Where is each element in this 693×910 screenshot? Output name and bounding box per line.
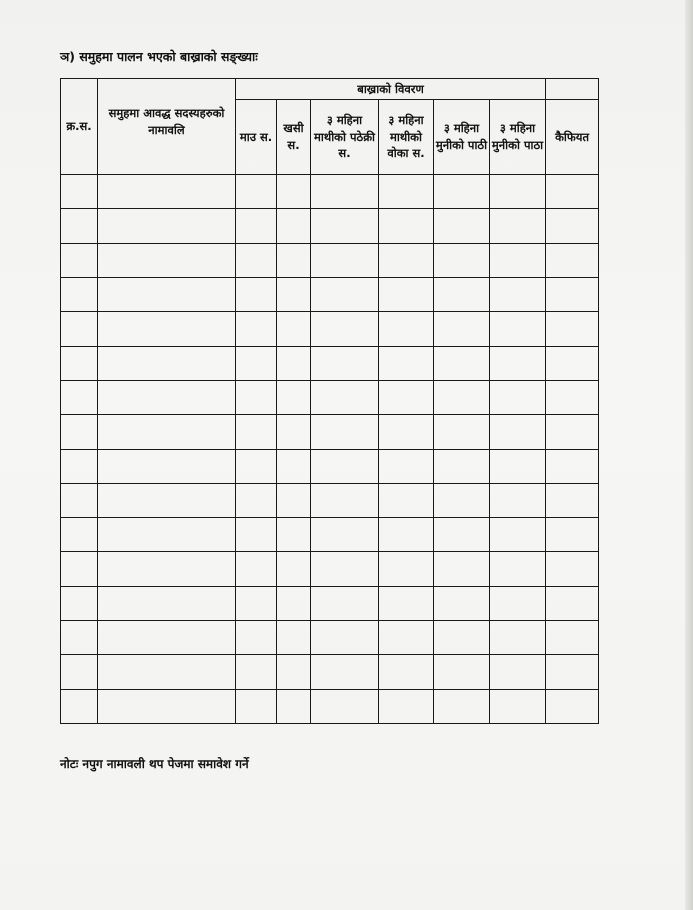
table-cell[interactable] [277,346,311,380]
table-cell[interactable] [61,518,98,552]
table-row [61,483,599,517]
table-cell[interactable] [379,277,434,311]
table-cell[interactable] [277,277,311,311]
table-cell[interactable] [546,586,599,620]
table-cell[interactable] [61,346,98,380]
table-cell[interactable] [61,277,98,311]
col-header-boka-above: ३ महिना माथीको वोका स. [379,100,434,175]
table-cell[interactable] [277,175,311,209]
table-cell[interactable] [546,175,599,209]
table-cell[interactable] [61,209,98,243]
table-cell[interactable] [434,277,490,311]
table-cell[interactable] [311,380,379,414]
table-cell[interactable] [98,312,236,346]
table-cell[interactable] [434,552,490,586]
table-cell[interactable] [311,483,379,517]
page-edge-shadow [685,0,693,910]
table-cell[interactable] [277,621,311,655]
table-cell[interactable] [434,380,490,414]
table-row [61,621,599,655]
goat-count-table [60,78,599,724]
table-cell[interactable] [98,209,236,243]
col-group-header-empty [546,79,599,100]
table-cell[interactable] [277,552,311,586]
table-cell[interactable] [98,586,236,620]
table-cell[interactable] [379,689,434,723]
table-cell[interactable] [434,586,490,620]
table-row [61,243,599,277]
table-cell[interactable] [277,483,311,517]
table-cell[interactable] [98,415,236,449]
table-cell[interactable] [236,277,277,311]
table-cell[interactable] [546,243,599,277]
table-cell[interactable] [311,175,379,209]
table-cell[interactable] [379,621,434,655]
table-cell[interactable] [61,483,98,517]
col-header-khasi: खसी स. [277,100,311,175]
table-cell[interactable] [490,209,546,243]
table-cell[interactable] [490,380,546,414]
table-cell[interactable] [311,312,379,346]
table-cell[interactable] [277,380,311,414]
table-cell[interactable] [311,449,379,483]
table-cell[interactable] [490,415,546,449]
table-cell[interactable] [546,483,599,517]
table-cell[interactable] [379,449,434,483]
table-cell[interactable] [98,243,236,277]
table-cell[interactable] [236,175,277,209]
table-row [61,449,599,483]
table-cell[interactable] [61,243,98,277]
table-cell[interactable] [379,346,434,380]
table-group-header-row [61,79,599,100]
col-header-pathi-above: ३ महिना माथीको पठेक्री स. [311,100,379,175]
table-cell[interactable] [490,586,546,620]
table-cell[interactable] [434,415,490,449]
table-cell[interactable] [434,449,490,483]
table-cell[interactable] [61,552,98,586]
section-title: ञ) समुहमा पालन भएको बाख्राको सङ्ख्याः [60,49,258,64]
table-cell[interactable] [379,518,434,552]
table-cell[interactable] [379,380,434,414]
table-cell[interactable] [236,346,277,380]
table-cell[interactable] [61,689,98,723]
table-cell[interactable] [490,312,546,346]
col-header-patha-below: ३ महिना मुनीको पाठा [490,100,546,175]
table-cell[interactable] [490,243,546,277]
table-cell[interactable] [379,552,434,586]
table-cell[interactable] [311,415,379,449]
table-cell[interactable] [434,209,490,243]
table-row [61,655,599,689]
table-cell[interactable] [61,415,98,449]
table-cell[interactable] [311,586,379,620]
table-row [61,586,599,620]
table-cell[interactable] [98,483,236,517]
table-row [61,346,599,380]
table-cell[interactable] [379,655,434,689]
table-cell[interactable] [61,655,98,689]
table-cell[interactable] [61,312,98,346]
table-cell[interactable] [490,552,546,586]
table-cell[interactable] [434,483,490,517]
table-cell[interactable] [98,621,236,655]
table-cell[interactable] [379,483,434,517]
table-cell[interactable] [490,621,546,655]
table-cell[interactable] [434,518,490,552]
table-cell[interactable] [490,277,546,311]
table-cell[interactable] [98,175,236,209]
table-cell[interactable] [490,655,546,689]
table-cell[interactable] [434,175,490,209]
table-cell[interactable] [277,243,311,277]
table-cell[interactable] [61,380,98,414]
table-cell[interactable] [546,518,599,552]
table-cell[interactable] [236,415,277,449]
table-cell[interactable] [379,175,434,209]
table-cell[interactable] [236,621,277,655]
table-cell[interactable] [311,243,379,277]
table-cell[interactable] [546,312,599,346]
table-cell[interactable] [490,449,546,483]
table-cell[interactable] [311,552,379,586]
col-header-pathi-below: ३ महिना मुनीको पाठी [434,100,490,175]
table-cell[interactable] [98,689,236,723]
table-row [61,209,599,243]
table-cell[interactable] [490,518,546,552]
table-cell[interactable] [311,346,379,380]
table-cell[interactable] [311,209,379,243]
table-cell[interactable] [277,449,311,483]
table-cell[interactable] [98,552,236,586]
table-cell[interactable] [277,415,311,449]
table-cell[interactable] [434,621,490,655]
col-header-serial: क्र.स. [61,79,98,175]
table-cell[interactable] [434,689,490,723]
table-cell[interactable] [546,346,599,380]
table-cell[interactable] [546,689,599,723]
table-cell[interactable] [434,243,490,277]
table-row [61,552,599,586]
table-cell[interactable] [434,312,490,346]
table-cell[interactable] [379,243,434,277]
table-cell[interactable] [277,586,311,620]
table-cell[interactable] [546,415,599,449]
table-cell[interactable] [434,346,490,380]
table-cell[interactable] [98,277,236,311]
table-cell[interactable] [546,552,599,586]
table-cell[interactable] [490,346,546,380]
table-cell[interactable] [98,449,236,483]
table-row [61,689,599,723]
table-cell[interactable] [490,483,546,517]
table-cell[interactable] [236,518,277,552]
table-row [61,312,599,346]
col-header-mau: माउ स. [236,100,277,175]
table-cell[interactable] [236,380,277,414]
col-header-members: समुहमा आवद्ध सदस्यहरुको नामावलि [98,79,236,175]
table-cell[interactable] [236,449,277,483]
table-cell[interactable] [379,586,434,620]
table-cell[interactable] [379,415,434,449]
table-cell[interactable] [277,518,311,552]
table-cell[interactable] [98,518,236,552]
table-cell[interactable] [236,312,277,346]
table-cell[interactable] [490,175,546,209]
table-cell[interactable] [546,621,599,655]
table-cell[interactable] [98,346,236,380]
table-row [61,277,599,311]
table-cell[interactable] [546,449,599,483]
table-cell[interactable] [236,655,277,689]
table-cell[interactable] [98,380,236,414]
table-cell[interactable] [546,209,599,243]
col-header-remarks: कैफियत [546,100,599,175]
table-cell[interactable] [236,552,277,586]
table-cell[interactable] [311,518,379,552]
table-cell[interactable] [546,277,599,311]
table-cell[interactable] [236,689,277,723]
table-cell[interactable] [236,586,277,620]
table-cell[interactable] [311,621,379,655]
table-cell[interactable] [277,655,311,689]
table-cell[interactable] [490,689,546,723]
table-cell[interactable] [61,621,98,655]
table-cell[interactable] [311,655,379,689]
col-group-header-goat-details: बाख्राको विवरण [236,79,546,100]
table-cell[interactable] [277,689,311,723]
table-row [61,175,599,209]
table-cell[interactable] [236,243,277,277]
table-cell[interactable] [61,586,98,620]
table-row [61,518,599,552]
table-cell[interactable] [546,380,599,414]
table-cell[interactable] [61,449,98,483]
table-cell[interactable] [236,209,277,243]
table-cell[interactable] [311,277,379,311]
table-cell[interactable] [379,312,434,346]
footer-note: नोटः नपुग नामावली थप पेजमा समावेश गर्ने [60,757,249,771]
table-cell[interactable] [277,209,311,243]
table-cell[interactable] [61,175,98,209]
table-cell[interactable] [236,483,277,517]
table-row [61,380,599,414]
table-row [61,415,599,449]
table-cell[interactable] [311,689,379,723]
table-cell[interactable] [434,655,490,689]
table-cell[interactable] [98,655,236,689]
table-cell[interactable] [379,209,434,243]
table-cell[interactable] [546,655,599,689]
table-cell[interactable] [277,312,311,346]
